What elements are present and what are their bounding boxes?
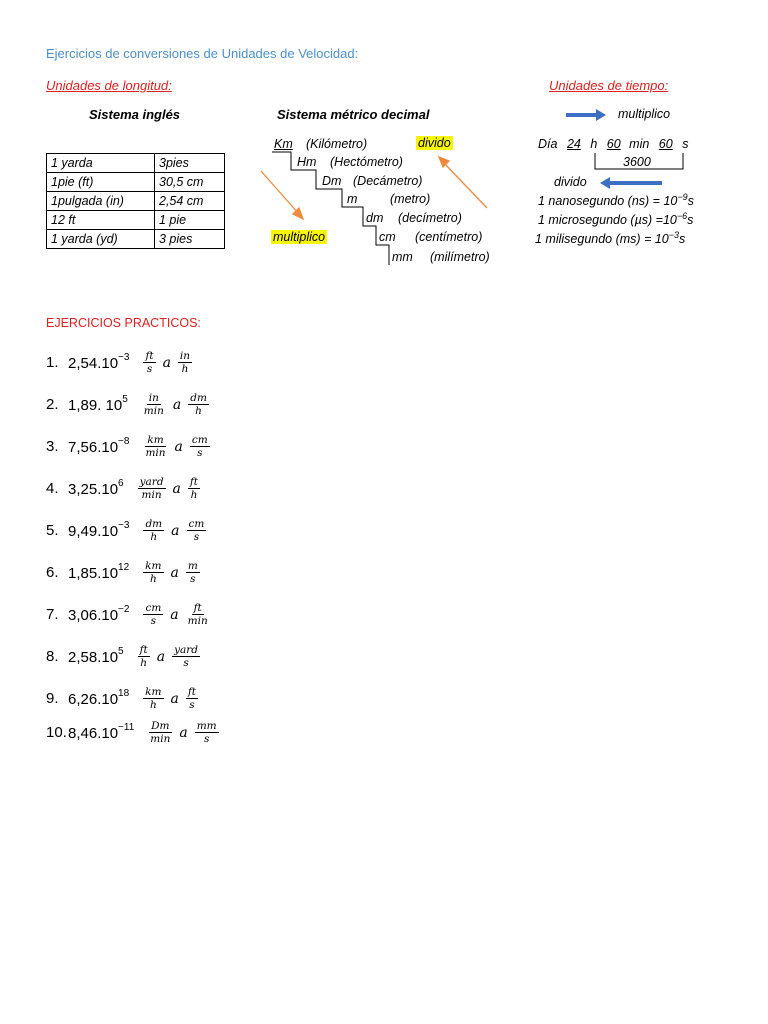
from-unit-fraction bbox=[143, 518, 164, 543]
exercise-item bbox=[46, 602, 214, 627]
exercise-exponent: 6 bbox=[118, 477, 124, 489]
exercise-value bbox=[68, 687, 130, 708]
table-cell: 30,5 cm bbox=[155, 173, 225, 192]
to-unit-denominator: h bbox=[195, 405, 202, 417]
to-unit-fraction bbox=[186, 560, 200, 585]
sistema-ingles-heading: Sistema inglés bbox=[89, 107, 181, 122]
from-unit-numerator: in bbox=[148, 392, 159, 404]
exercise-item bbox=[46, 350, 196, 375]
seconds-value: 60 bbox=[658, 137, 673, 151]
from-unit-denominator: h bbox=[149, 699, 157, 711]
dia-label: Día bbox=[538, 137, 558, 151]
from-unit-fraction bbox=[138, 476, 166, 501]
step-name-milimetro: (milímetro) bbox=[430, 250, 490, 264]
step-name-kilometro: (Kilómetro) bbox=[306, 137, 368, 151]
nanosecond-unit: s bbox=[687, 194, 694, 209]
exercise-exponent: −8 bbox=[118, 435, 130, 447]
exercise-value bbox=[68, 603, 130, 624]
to-unit-fraction bbox=[187, 518, 207, 543]
from-unit-fraction bbox=[143, 350, 155, 375]
exercise-base: 7,56.10 bbox=[68, 438, 119, 456]
exercise-base: 2,54.10 bbox=[68, 354, 119, 372]
exercise-base: 6,26.10 bbox=[68, 690, 119, 708]
hours-value: 24 bbox=[566, 137, 581, 151]
from-unit-numerator: km bbox=[145, 560, 162, 572]
microsecond-unit: s bbox=[687, 213, 694, 228]
longitud-heading: Unidades de longitud: bbox=[46, 78, 172, 93]
to-unit-denominator: s bbox=[183, 657, 189, 669]
to-unit-numerator: dm bbox=[190, 392, 207, 404]
exercise-item bbox=[46, 560, 204, 585]
conversion-connector: a bbox=[174, 438, 183, 455]
conversion-connector: a bbox=[162, 354, 171, 371]
to-unit-fraction bbox=[178, 350, 192, 375]
from-unit-denominator: min bbox=[150, 733, 171, 745]
sistema-metrico-heading: Sistema métrico decimal bbox=[277, 107, 430, 122]
nanosecond-exp: −9 bbox=[677, 192, 688, 202]
exercise-base: 3,06.10 bbox=[68, 606, 119, 624]
practicos-heading: EJERCICIOS PRACTICOS: bbox=[46, 316, 201, 330]
minutes-unit: min bbox=[629, 137, 650, 151]
to-unit-fraction bbox=[188, 392, 209, 417]
exercise-item bbox=[46, 686, 202, 711]
step-abbr-cm: cm bbox=[379, 230, 396, 244]
exercise-exponent: −3 bbox=[118, 519, 130, 531]
from-unit-numerator: cm bbox=[145, 602, 162, 614]
step-abbr-mm: mm bbox=[392, 250, 413, 264]
to-unit-numerator: ft bbox=[187, 686, 196, 698]
minutes-value: 60 bbox=[606, 137, 621, 151]
from-unit-numerator: dm bbox=[145, 518, 163, 530]
exercise-item bbox=[46, 476, 204, 501]
exercise-exponent: 12 bbox=[118, 561, 130, 573]
exercise-exponent: −11 bbox=[118, 721, 135, 733]
exercise-base: 1,85.10 bbox=[68, 564, 119, 582]
step-name-hectometro: (Hectómetro) bbox=[330, 155, 403, 169]
exercise-value bbox=[68, 561, 130, 582]
to-unit-denominator: s bbox=[203, 733, 210, 745]
millisecond-text: 1 milisegundo (ms) = 10 bbox=[535, 232, 669, 247]
step-abbr-dm-deca: Dm bbox=[322, 174, 342, 188]
to-unit-fraction bbox=[186, 686, 198, 711]
table-cell: 2,54 cm bbox=[155, 192, 225, 211]
to-unit-numerator: cm bbox=[191, 434, 208, 446]
to-unit-denominator: min bbox=[187, 615, 208, 627]
exercise-number: 8. bbox=[46, 648, 59, 665]
to-unit-denominator: s bbox=[190, 573, 196, 585]
exercise-exponent: 18 bbox=[118, 687, 130, 699]
table-cell: 3pies bbox=[155, 154, 225, 173]
exercise-value bbox=[68, 721, 135, 742]
seconds-unit: s bbox=[682, 137, 689, 151]
to-unit-fraction bbox=[195, 720, 219, 745]
from-unit-denominator: min bbox=[141, 489, 162, 501]
bracket-value: 3600 bbox=[623, 155, 651, 169]
multiplico-label-metric: multiplico bbox=[273, 230, 326, 244]
table-cell: 12 ft bbox=[47, 211, 155, 230]
to-unit-numerator: mm bbox=[196, 720, 217, 732]
table-cell: 3 pies bbox=[155, 230, 225, 249]
from-unit-numerator: km bbox=[147, 434, 164, 446]
conversion-connector: a bbox=[179, 724, 188, 741]
to-unit-numerator: ft bbox=[193, 602, 202, 614]
exercise-number: 10. bbox=[46, 724, 67, 741]
to-unit-numerator: in bbox=[179, 350, 191, 362]
conversion-connector: a bbox=[170, 564, 179, 581]
millisecond-equivalence bbox=[535, 230, 685, 246]
conversion-connector: a bbox=[172, 480, 181, 497]
to-unit-denominator: s bbox=[193, 531, 200, 543]
divido-label-time: divido bbox=[554, 175, 587, 189]
to-unit-fraction bbox=[186, 602, 210, 627]
exercise-number: 7. bbox=[46, 606, 59, 623]
nanosecond-text: 1 nanosegundo (ns) = 10 bbox=[538, 194, 678, 209]
conversion-connector: a bbox=[171, 522, 180, 539]
to-unit-numerator: m bbox=[187, 560, 198, 572]
millisecond-exp: −3 bbox=[668, 230, 680, 240]
from-unit-fraction bbox=[143, 434, 167, 459]
exercise-value bbox=[68, 393, 128, 414]
exercise-item bbox=[46, 392, 213, 417]
to-unit-fraction bbox=[188, 476, 200, 501]
from-unit-numerator: km bbox=[145, 686, 162, 698]
hours-unit: h bbox=[590, 137, 598, 151]
from-unit-numerator: yard bbox=[139, 476, 164, 488]
to-unit-denominator: s bbox=[197, 447, 203, 459]
step-abbr-m: m bbox=[347, 192, 358, 206]
exercise-item bbox=[46, 518, 210, 543]
nanosecond-equivalence bbox=[538, 192, 694, 208]
to-unit-fraction bbox=[190, 434, 210, 459]
conversion-connector: a bbox=[172, 396, 182, 413]
table-cell: 1 yarda (yd) bbox=[47, 230, 155, 249]
exercise-number: 6. bbox=[46, 564, 59, 581]
step-name-centimetro: (centímetro) bbox=[415, 230, 483, 244]
from-unit-fraction bbox=[143, 602, 163, 627]
exercise-number: 1. bbox=[46, 354, 59, 371]
conversion-connector: a bbox=[170, 606, 179, 623]
from-unit-fraction bbox=[138, 644, 150, 669]
time-conversion-line bbox=[538, 137, 688, 151]
from-unit-fraction bbox=[143, 560, 163, 585]
exercise-value bbox=[68, 351, 130, 372]
from-unit-numerator: Dm bbox=[151, 720, 170, 732]
to-unit-denominator: h bbox=[190, 489, 198, 501]
exercise-base: 3,25.10 bbox=[68, 480, 119, 498]
tiempo-heading: Unidades de tiempo: bbox=[549, 78, 669, 93]
exercise-value bbox=[68, 477, 124, 498]
from-unit-denominator: h bbox=[140, 657, 148, 669]
exercise-item bbox=[46, 434, 214, 459]
to-unit-fraction bbox=[172, 644, 200, 669]
step-name-decametro: (Decámetro) bbox=[353, 174, 423, 188]
exercise-exponent: 5 bbox=[122, 393, 128, 405]
exercise-number: 5. bbox=[46, 522, 59, 539]
exercise-base: 2,58.10 bbox=[68, 648, 119, 666]
table-cell: 1 pie bbox=[155, 211, 225, 230]
exercise-number: 2. bbox=[46, 396, 59, 413]
exercise-value bbox=[68, 645, 124, 666]
microsecond-exp: −6 bbox=[676, 211, 688, 221]
exercise-number: 3. bbox=[46, 438, 59, 455]
from-unit-denominator: s bbox=[150, 615, 157, 627]
from-unit-fraction bbox=[143, 686, 163, 711]
table-cell: 1 yarda bbox=[47, 154, 155, 173]
exercise-item bbox=[46, 644, 204, 669]
from-unit-denominator: min bbox=[143, 405, 164, 417]
exercise-item bbox=[46, 720, 223, 745]
exercise-exponent: 5 bbox=[118, 645, 124, 657]
exercise-base: 9,49.10 bbox=[68, 522, 119, 540]
exercise-exponent: −2 bbox=[118, 603, 130, 615]
exercise-number: 4. bbox=[46, 480, 59, 497]
conversion-connector: a bbox=[170, 690, 179, 707]
document-title: Ejercicios de conversiones de Unidades de Velocidad: bbox=[46, 46, 359, 61]
microsecond-text: 1 microsegundo (µs) =10 bbox=[538, 213, 677, 228]
conversion-connector: a bbox=[156, 648, 166, 665]
step-name-metro: (metro) bbox=[390, 192, 431, 206]
from-unit-denominator: min bbox=[145, 447, 166, 459]
to-unit-denominator: h bbox=[181, 363, 189, 375]
from-unit-denominator: s bbox=[146, 363, 153, 375]
exercise-number: 9. bbox=[46, 690, 59, 707]
microsecond-equivalence bbox=[538, 211, 693, 227]
millisecond-unit: s bbox=[679, 232, 686, 247]
exercise-base: 8,46.10 bbox=[68, 724, 119, 742]
step-abbr-km: Km bbox=[274, 137, 293, 151]
divido-label-metric: divido bbox=[418, 136, 451, 150]
to-unit-numerator: yard bbox=[174, 644, 199, 656]
exercise-exponent: −3 bbox=[118, 351, 130, 363]
multiplico-label-time: multiplico bbox=[618, 107, 671, 121]
step-abbr-hm: Hm bbox=[297, 155, 317, 169]
exercise-value bbox=[68, 519, 130, 540]
from-unit-numerator: ft bbox=[139, 644, 148, 656]
step-abbr-dm-deci: dm bbox=[366, 211, 384, 225]
from-unit-numerator: ft bbox=[145, 350, 154, 362]
from-unit-denominator: h bbox=[149, 573, 157, 585]
table-cell: 1pulgada (in) bbox=[47, 192, 155, 211]
table-cell: 1pie (ft) bbox=[47, 173, 155, 192]
to-unit-numerator: ft bbox=[189, 476, 199, 488]
from-unit-fraction bbox=[148, 720, 172, 745]
exercise-value bbox=[68, 435, 130, 456]
to-unit-denominator: s bbox=[189, 699, 195, 711]
from-unit-fraction bbox=[142, 392, 166, 417]
to-unit-numerator: cm bbox=[188, 518, 205, 530]
from-unit-denominator: h bbox=[150, 531, 158, 543]
exercise-base: 1,89. 10 bbox=[68, 396, 123, 414]
step-name-decimetro: (decímetro) bbox=[398, 211, 462, 225]
